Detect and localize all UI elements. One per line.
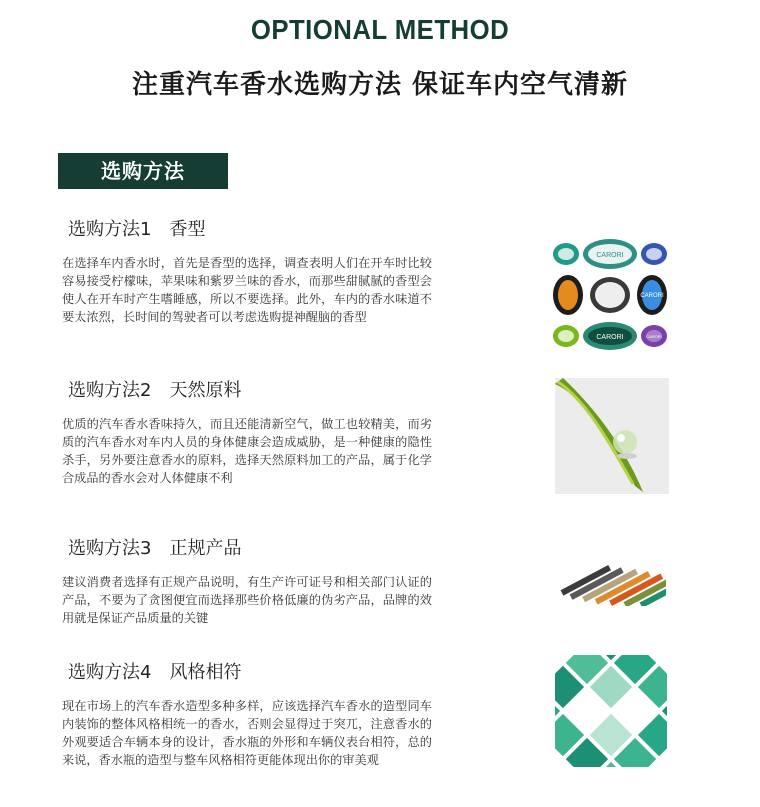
method-3 (62, 537, 432, 627)
method-3-body: 建议消费者选择有正规产品说明，有生产许可证号和相关部门认证的产品，不要为了贪图便宜而选择那些价格低廉的伪劣产品，品牌的效用就是保证产品质量的关键 (62, 575, 432, 625)
bottle-label-4: CARORI (646, 334, 662, 339)
english-title: OPTIONAL METHOD (250, 14, 510, 45)
method-3-title: 选购方法3 正规产品 (68, 538, 242, 559)
leaf-droplet-image (555, 378, 669, 494)
chinese-title: 注重汽车香水选购方法 保证车内空气清新 (131, 70, 629, 100)
method-2-title: 选购方法2 天然原料 (68, 380, 242, 401)
method-2 (62, 379, 432, 487)
bottle-label-1: CARORI (596, 252, 624, 259)
method-4 (62, 661, 432, 769)
color-bars-image (552, 548, 666, 606)
method-2-body: 优质的汽车香水香味持久，而且还能清新空气，做工也较精美，而劣质的汽车香水对车内人员的身体健康会造成威胁，是一种健康的隐性杀手，另外要注意香水的原料，选择天然原料加工的产品，属于化学合成品的香水会对人体健康不利 (62, 417, 432, 485)
bottle-label-2: CARORI (640, 293, 664, 299)
section-badge: 选购方法 (58, 153, 228, 189)
method-1-body: 在选择车内香水时，首先是香型的选择，调查表明人们在开车时比较容易接受柠檬味，苹果味和紫罗兰味的香水，而那些甜腻腻的香型会使人在开车时产生嗜睡感，所以不要选择。此外，车内的香水味道不要太浓烈，长时间的驾驶者可以考虑选购提神醒脑的香型 (62, 256, 432, 324)
bottle-label-3: CARORI (596, 334, 624, 341)
green-tiles-image (555, 655, 667, 767)
perfume-bottles-image (552, 238, 668, 352)
method-4-body: 现在市场上的汽车香水造型多种多样，应该选择汽车香水的造型同车内装饰的整体风格相统一的香水，否则会显得过于突兀，注意香水的外观要适合车辆本身的设计，香水瓶的外形和车辆仪表台相符，总的来说，香水瓶的造型与整车风格相符更能体现出你的审美观 (62, 699, 432, 767)
method-4-title: 选购方法4 风格相符 (68, 662, 242, 683)
method-1-title: 选购方法1 香型 (68, 219, 206, 240)
method-1 (62, 218, 432, 326)
